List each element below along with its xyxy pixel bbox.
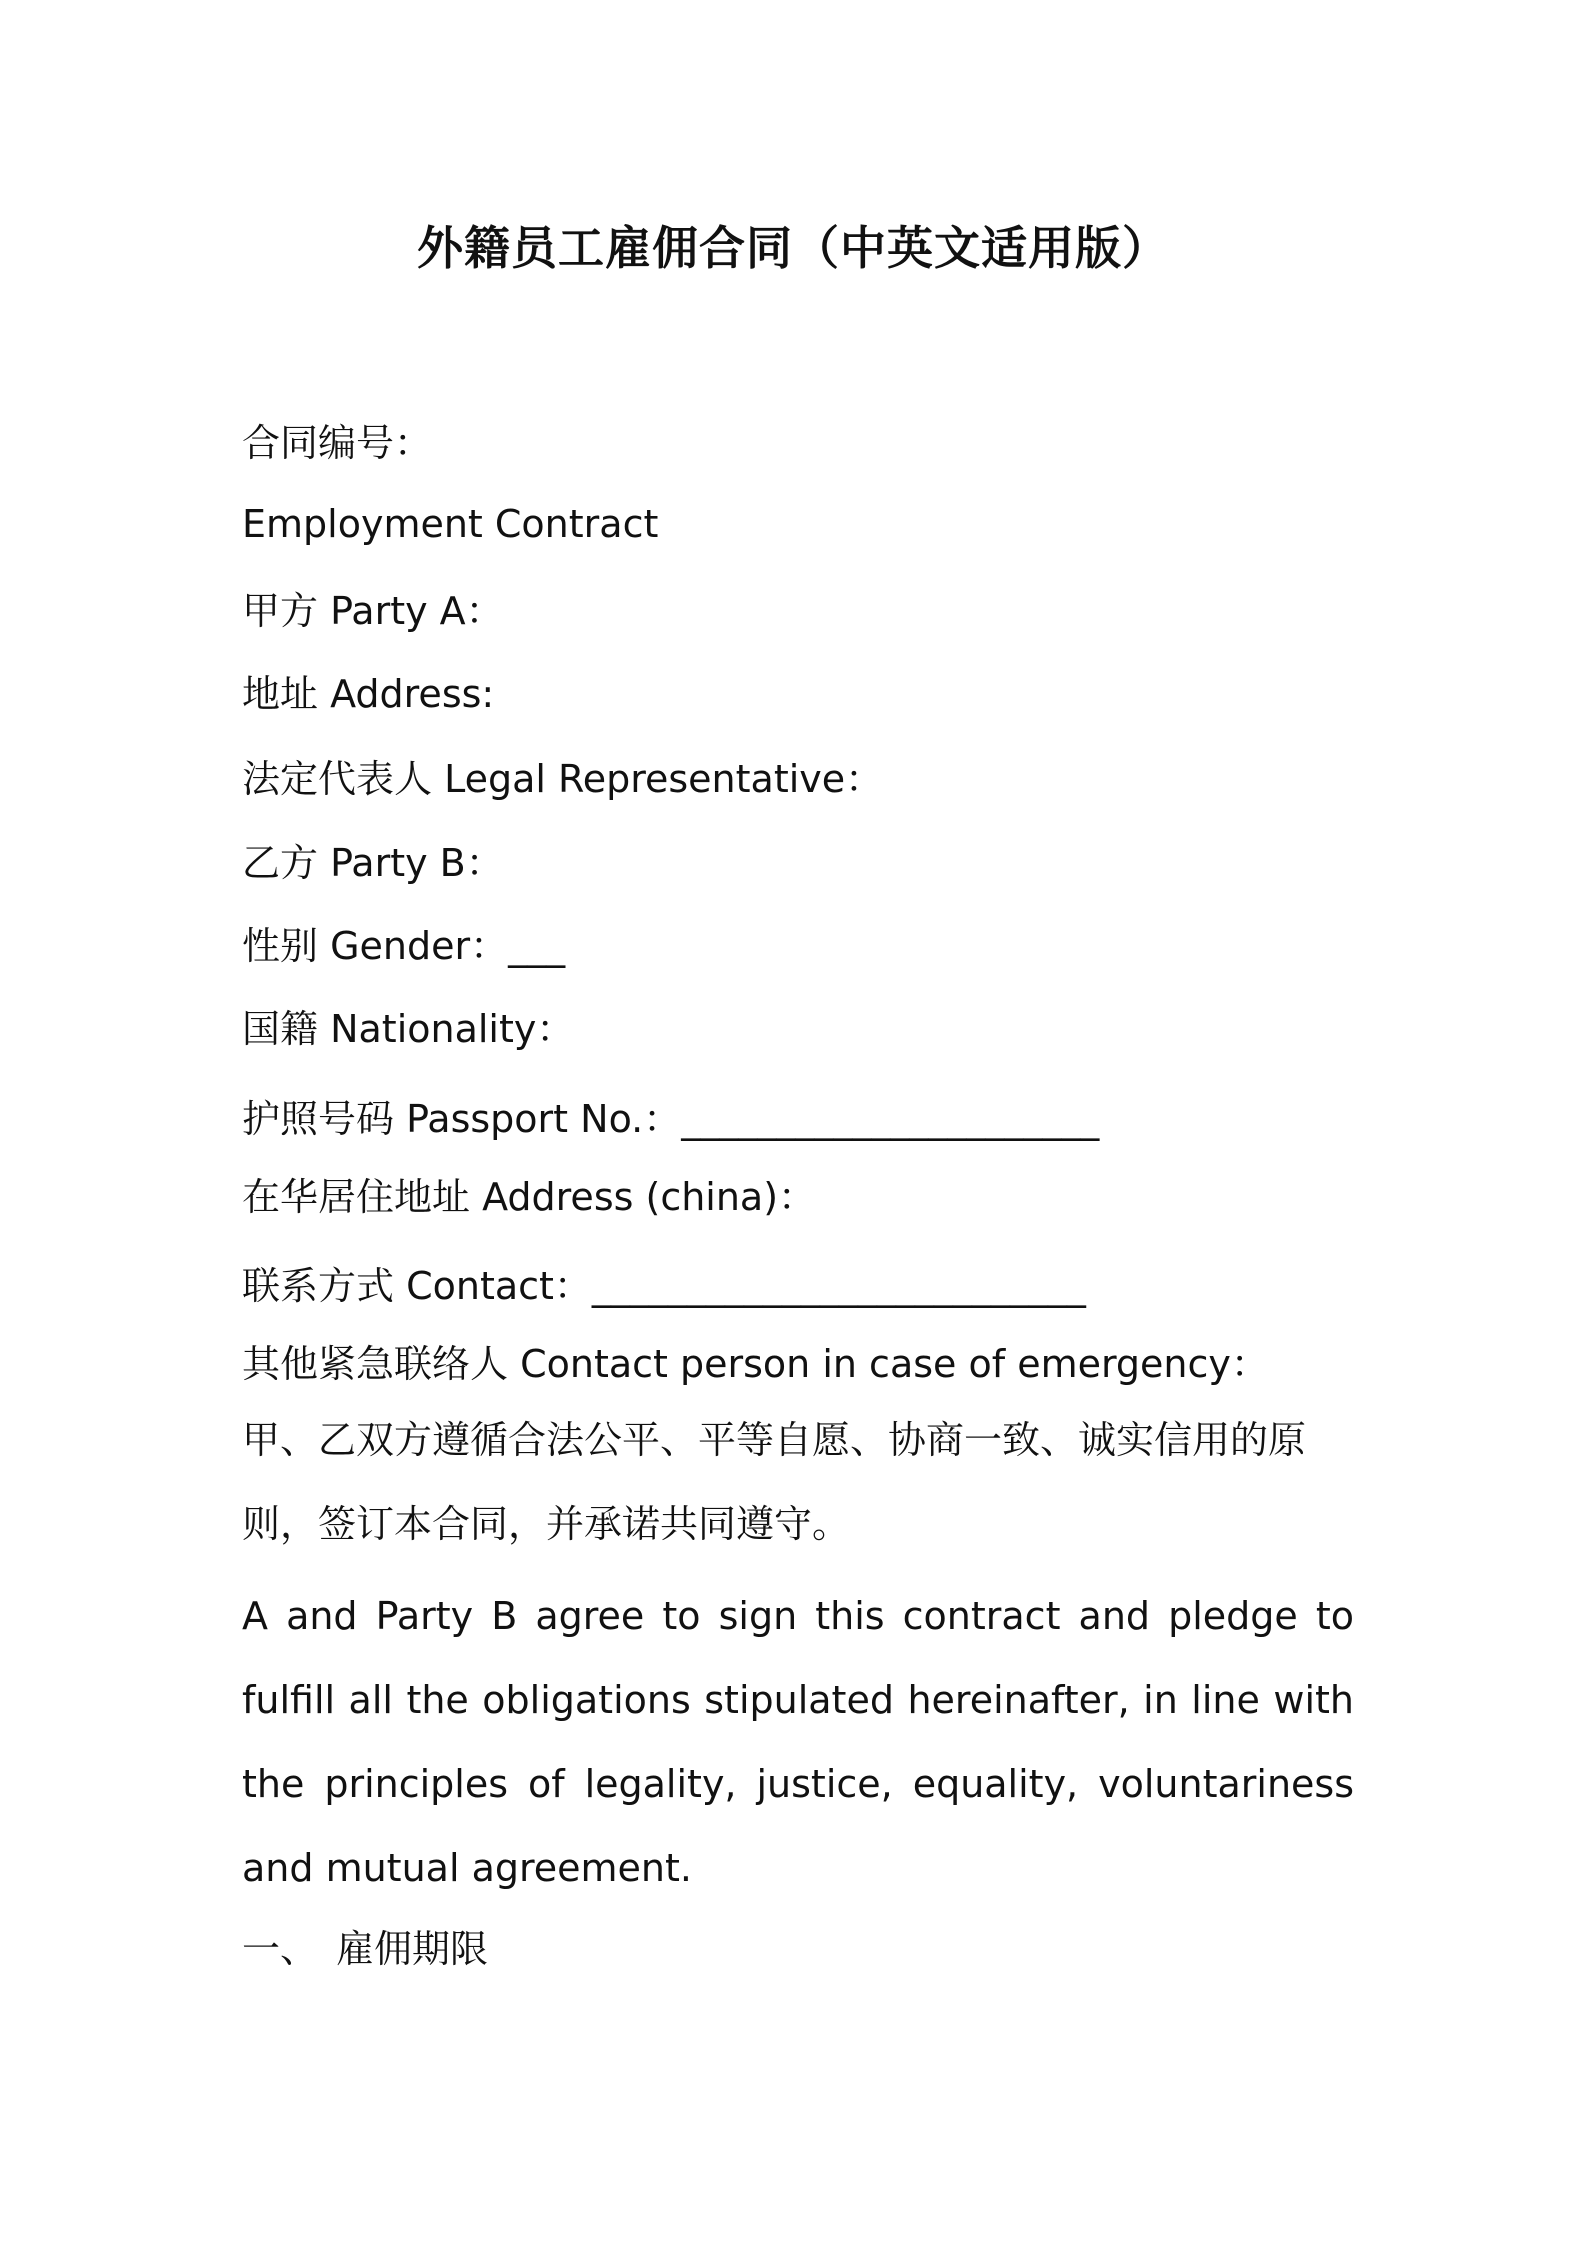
section-1-title: 雇佣期限 [336, 1927, 489, 1971]
intro-paragraph-zh: 甲、乙双方遵循合法公平、平等自愿、协商一致、诚实信用的原则，签订本合同，并承诺共同遵守。 [242, 1418, 1307, 1546]
passport-number-label: 护照号码 Passport No.：______________________ [242, 1097, 1100, 1141]
emergency-contact-label: 其他紧急联络人 Contact person in case of emergency： [242, 1342, 1269, 1386]
china-address-label: 在华居住地址 Address (china)： [242, 1175, 817, 1219]
party-b-label: 乙方 Party B： [242, 841, 504, 885]
section-1-heading [242, 1918, 488, 1973]
intro-paragraph-en: A and Party B agree to sign this contract and pledge to fulfill all the obligations stipulated hereinafter, in line with the principles of legality, justice, equality, voluntariness and mutual agreement. [242, 1594, 1354, 1890]
employment-contract-heading: Employment Contract [242, 502, 659, 546]
nationality-label: 国籍 Nationality： [242, 1007, 575, 1051]
legal-representative-label: 法定代表人 Legal Representative： [242, 757, 884, 801]
contract-number-label: 合同编号： [242, 421, 433, 465]
party-a-label: 甲方 Party A： [242, 589, 504, 633]
gender-label: 性别 Gender：___ [242, 924, 566, 968]
section-1-number: 一、 [242, 1927, 319, 1971]
contact-label: 联系方式 Contact：__________________________ [242, 1264, 1086, 1308]
address-label: 地址 Address: [242, 672, 495, 716]
document-title: 外籍员工雇佣合同（中英文适用版） [417, 221, 1169, 275]
